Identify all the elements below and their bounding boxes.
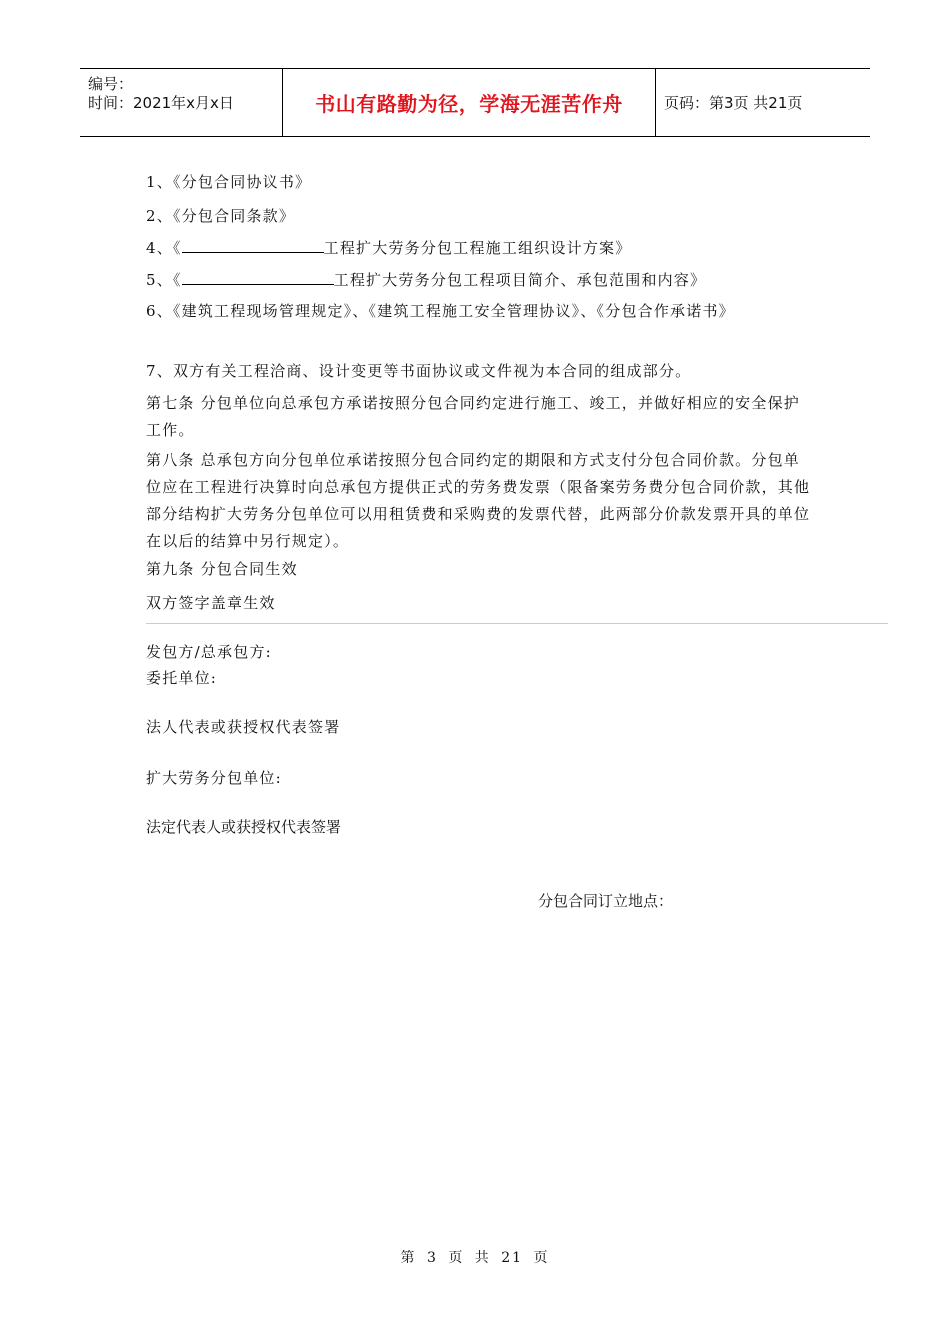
list-item: 1、《分包合同协议书》 xyxy=(146,173,312,191)
footer-page-number: 3 xyxy=(426,1250,438,1266)
legal-rep-a-label: 法人代表或获授权代表签署 xyxy=(146,718,341,736)
fill-in-blank xyxy=(182,238,324,253)
header-left-cell xyxy=(80,69,282,136)
list-item: 2、《分包合同条款》 xyxy=(146,207,296,225)
list-item-suffix: 工程扩大劳务分包工程施工组织设计方案》 xyxy=(323,239,632,257)
list-item-with-blank xyxy=(146,237,631,258)
party-b-label: 扩大劳务分包单位: xyxy=(146,769,282,787)
header-motto-cell xyxy=(282,69,656,136)
list-item-prefix: 5、《 xyxy=(146,271,182,289)
party-a-label: 发包方/总承包方: xyxy=(146,643,272,661)
legal-rep-b-label: 法定代表人或获授权代表签署 xyxy=(146,818,342,836)
document-number-label: 编号： xyxy=(88,75,134,93)
article-ninth: 第九条 分包合同生效 xyxy=(146,560,298,578)
page-footer xyxy=(0,1247,950,1267)
header-page-cell xyxy=(656,69,870,136)
footer-gong: 共 xyxy=(474,1250,491,1266)
footer-ye: 页 xyxy=(533,1250,550,1266)
article-eighth: 第八条 总承包方向分包单位承诺按照分包合同约定的期限和方式支付分包合同价款。分包单位应在工程进行决算时向总承包方提供正式的劳务费发票（限备案劳务费分包合同价款，其他部分结构扩大劳务分包单位可以用租赁费和采购费的发票代替，此两部分价款发票开具的单位在以后的结算中另行规定）。 xyxy=(146,451,811,550)
footer-total-pages: 21 xyxy=(501,1250,524,1266)
footer-di: 第 xyxy=(400,1250,417,1266)
entrust-unit-label: 委托单位: xyxy=(146,669,218,687)
article-ninth-text: 双方签字盖章生效 xyxy=(146,594,276,612)
fill-in-blank xyxy=(182,270,334,285)
list-item-with-blank xyxy=(146,269,706,290)
contract-place-label: 分包合同订立地点： xyxy=(538,892,674,910)
header-motto: 书山有路勤为径，学海无涯苦作舟 xyxy=(315,92,623,116)
page-header xyxy=(80,68,870,137)
document-time-label: 时间：2021年x月x日 xyxy=(88,94,234,112)
article-seventh: 第七条 分包单位向总承包方承诺按照分包合同约定进行施工、竣工，并做好相应的安全保护工作。 xyxy=(146,394,800,439)
list-item-suffix: 工程扩大劳务分包工程项目简介、承包范围和内容》 xyxy=(333,271,707,289)
section-divider xyxy=(146,623,888,624)
list-item: 6、《建筑工程现场管理规定》、《建筑工程施工安全管理协议》、《分包合作承诺书》 xyxy=(146,302,735,320)
footer-ye: 页 xyxy=(448,1250,465,1266)
list-item: 7、双方有关工程洽商、设计变更等书面协议或文件视为本合同的组成部分。 xyxy=(146,362,692,380)
header-page-number: 页码：第3页 共21页 xyxy=(664,94,803,112)
list-item-prefix: 4、《 xyxy=(146,239,182,257)
